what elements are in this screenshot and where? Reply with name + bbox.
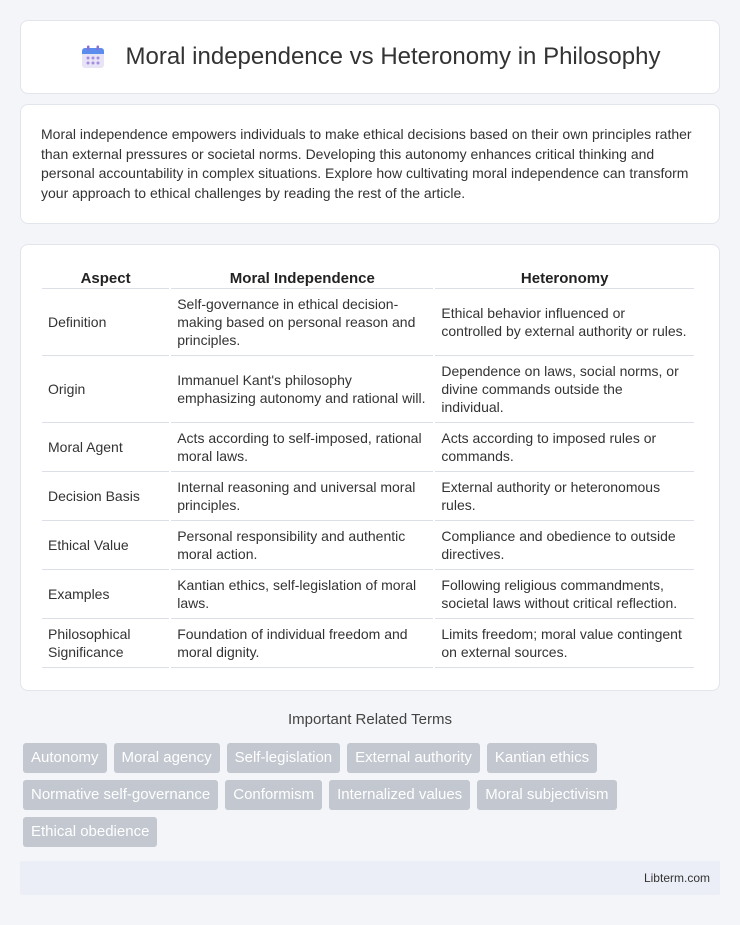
- row-independence: Self-governance in ethical decision-making based on personal reason and principles.: [171, 289, 433, 356]
- row-independence: Acts according to self-imposed, rational moral laws.: [171, 423, 433, 472]
- title-card: [20, 20, 720, 94]
- row-aspect: Examples: [42, 570, 169, 619]
- term-tag[interactable]: Ethical obedience: [23, 817, 157, 847]
- row-independence: Foundation of individual freedom and moral dignity.: [171, 619, 433, 668]
- related-terms-heading: Important Related Terms: [288, 711, 452, 728]
- footer: [20, 861, 720, 895]
- row-aspect: Ethical Value: [42, 521, 169, 570]
- page-title: Moral independence vs Heteronomy in Philosophy: [125, 43, 661, 70]
- table-row: [42, 521, 694, 570]
- term-tag[interactable]: Self-legislation: [227, 743, 341, 773]
- table-row: [42, 289, 694, 356]
- row-independence: Internal reasoning and universal moral principles.: [171, 472, 433, 521]
- table-row: [42, 472, 694, 521]
- row-aspect: Moral Agent: [42, 423, 169, 472]
- table-row: [42, 619, 694, 668]
- term-tag[interactable]: Normative self-governance: [23, 780, 218, 810]
- table-header-row: [42, 263, 694, 289]
- term-tag[interactable]: Conformism: [225, 780, 322, 810]
- row-aspect: Philosophical Significance: [42, 619, 169, 668]
- comparison-table: [40, 263, 696, 668]
- calendar-icon: [80, 44, 106, 70]
- row-independence: Immanuel Kant's philosophy emphasizing autonomy and rational will.: [171, 356, 433, 423]
- table-row: [42, 570, 694, 619]
- header-moral-independence: Moral Independence: [171, 263, 433, 289]
- row-heteronomy: Ethical behavior influenced or controlled by external authority or rules.: [435, 289, 694, 356]
- row-aspect: Origin: [42, 356, 169, 423]
- row-heteronomy: Dependence on laws, social norms, or divine commands outside the individual.: [435, 356, 694, 423]
- term-tag[interactable]: Kantian ethics: [487, 743, 597, 773]
- term-tag[interactable]: Autonomy: [23, 743, 107, 773]
- header-heteronomy: Heteronomy: [435, 263, 694, 289]
- row-independence: Kantian ethics, self-legislation of moral laws.: [171, 570, 433, 619]
- row-independence: Personal responsibility and authentic moral action.: [171, 521, 433, 570]
- row-heteronomy: Compliance and obedience to outside directives.: [435, 521, 694, 570]
- intro-card: [20, 104, 720, 224]
- row-aspect: Definition: [42, 289, 169, 356]
- row-heteronomy: Limits freedom; moral value contingent on external sources.: [435, 619, 694, 668]
- row-aspect: Decision Basis: [42, 472, 169, 521]
- header-aspect: Aspect: [42, 263, 169, 289]
- term-tag[interactable]: External authority: [347, 743, 480, 773]
- row-heteronomy: External authority or heteronomous rules.: [435, 472, 694, 521]
- intro-paragraph: Moral independence empowers individuals to make ethical decisions based on their own principles rather than external pressures or societal norms. Developing this autonomy enhances critical thinking and personal accountability in complex situations. Explore how cultivating moral independence can transform your approach to ethical challenges by reading the rest of the article.: [41, 126, 692, 201]
- row-heteronomy: Following religious commandments, societal laws without critical reflection.: [435, 570, 694, 619]
- comparison-table-card: [20, 244, 720, 691]
- related-terms-list: [23, 743, 703, 854]
- table-row: [42, 356, 694, 423]
- row-heteronomy: Acts according to imposed rules or commands.: [435, 423, 694, 472]
- term-tag[interactable]: Moral agency: [114, 743, 220, 773]
- table-row: [42, 423, 694, 472]
- footer-site-link[interactable]: Libterm.com: [643, 871, 710, 885]
- term-tag[interactable]: Moral subjectivism: [477, 780, 616, 810]
- term-tag[interactable]: Internalized values: [329, 780, 470, 810]
